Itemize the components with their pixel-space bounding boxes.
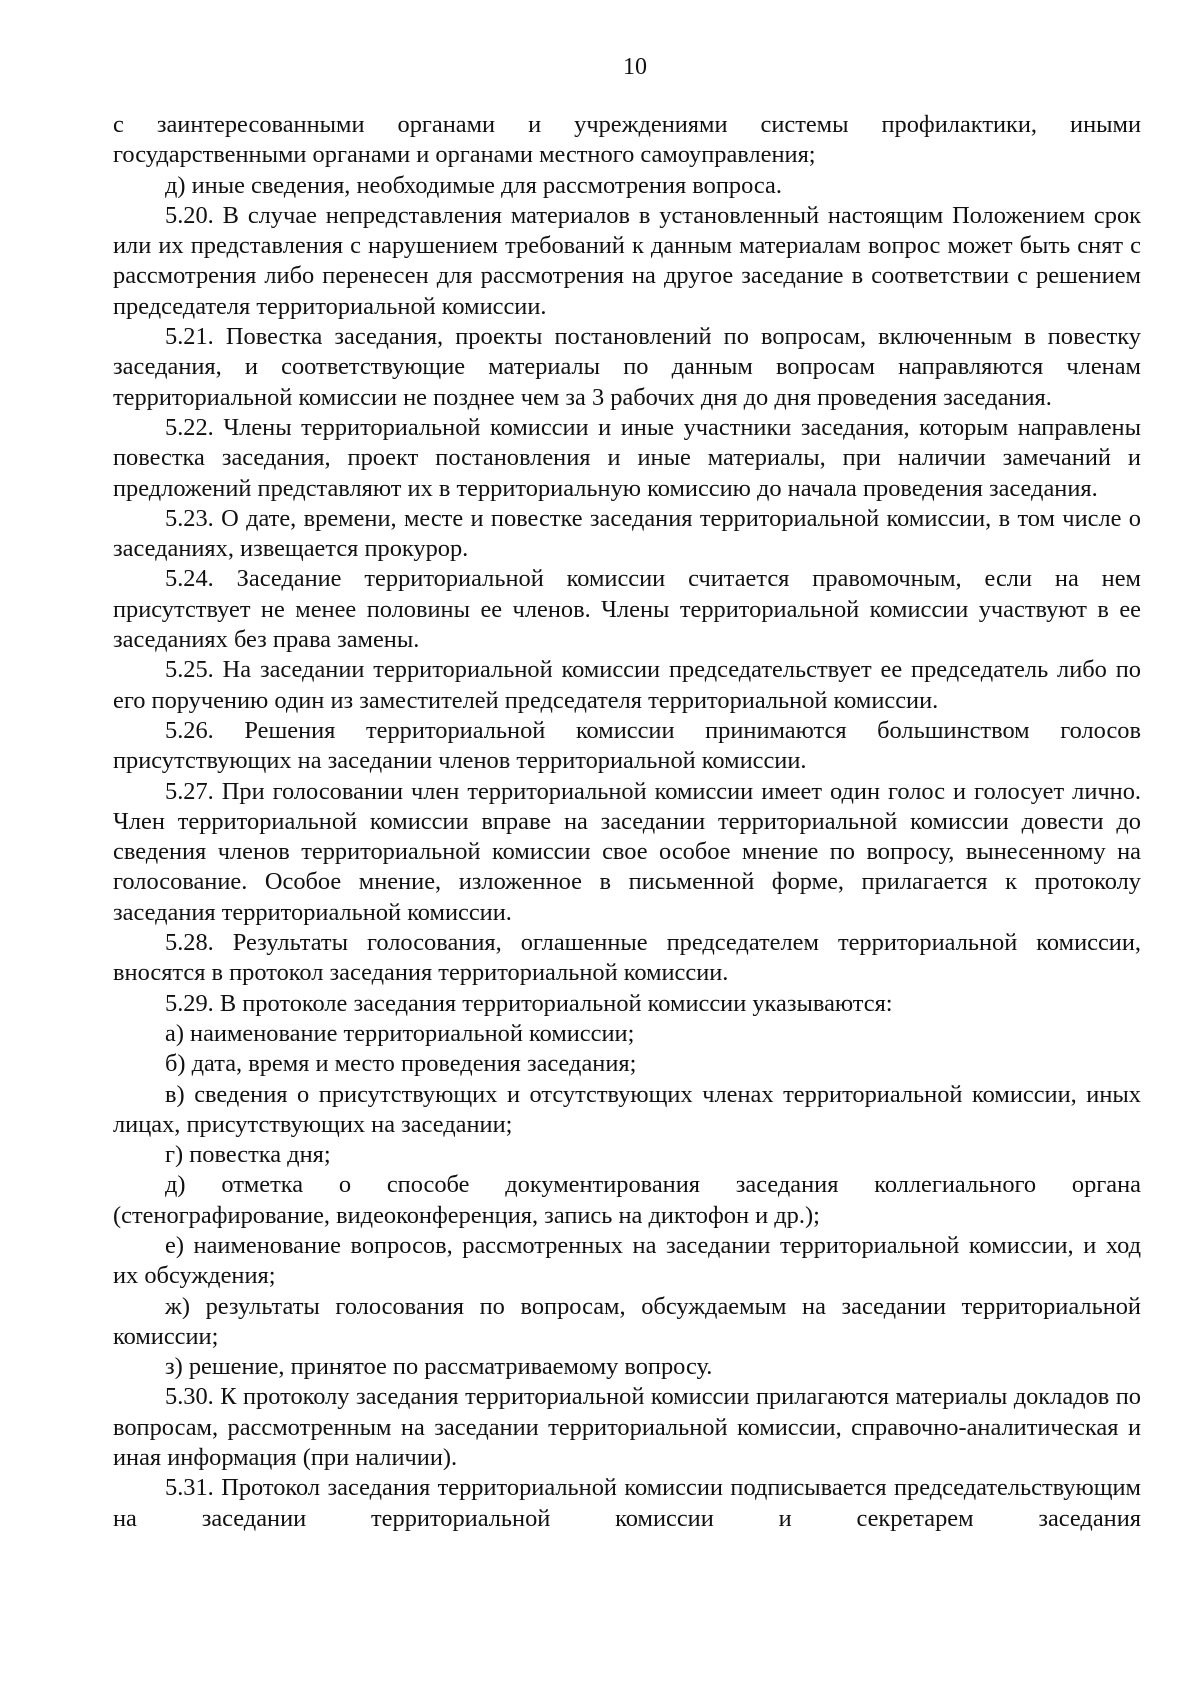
list-item-d: д) отметка о способе документирования заседания коллегиального органа (стенографирование, видеоконференция, запись на диктофон и др.); <box>113 1171 1141 1229</box>
list-item-g: г) повестка дня; <box>165 1141 331 1169</box>
paragraph-5-26: 5.26. Решения территориальной комиссии принимаются большинством голосов присутствующих на заседании членов территориальной комиссии. <box>113 716 1141 775</box>
paragraph-5-29: 5.29. В протоколе заседания территориальной комиссии указываются: <box>165 989 893 1017</box>
list-item-zh: ж) результаты голосования по вопросам, обсуждаемым на заседании территориальной комиссии; <box>113 1292 1141 1350</box>
list-item-a: а) наименование территориальной комиссии; <box>165 1019 635 1047</box>
list-item-z: з) решение, принятое по рассматриваемому вопросу. <box>165 1353 713 1381</box>
paragraph-5-23: 5.23. О дате, времени, месте и повестке заседания территориальной комиссии, в том числе о заседаниях, извещается прокурор. <box>113 504 1141 563</box>
list-item-v: в) сведения о присутствующих и отсутствующих членах территориальной комиссии, иных лицах, присутствующих на заседании; <box>113 1080 1141 1138</box>
paragraph: с заинтересованными органами и учреждениями системы профилактики, иными государственными органами и органами местного самоуправления; <box>113 111 1141 169</box>
document-body <box>113 110 1141 1534</box>
paragraph-5-25: 5.25. На заседании территориальной комиссии председательствует ее председатель либо по его поручению один из заместителей председателя территориальной комиссии. <box>113 656 1141 714</box>
paragraph-5-28: 5.28. Результаты голосования, оглашенные председателем территориальной комиссии, вносятся в протокол заседания территориальной комиссии. <box>113 929 1141 987</box>
list-item-b: б) дата, время и место проведения заседания; <box>165 1050 637 1078</box>
paragraph-5-27: 5.27. При голосовании член территориальной комиссии имеет один голос и голосует лично. Член территориальной комиссии вправе на заседании территориальной комиссии довести до сведения членов территориальной комиссии свое особое мнение по вопросу, вынесенному на голосование. Особое мнение, изложенное в письменной форме, прилагается к протоколу заседания территориальной комиссии. <box>113 777 1141 926</box>
page-number: 10 <box>623 54 647 80</box>
paragraph-5-22: 5.22. Члены территориальной комиссии и иные участники заседания, которым направлены повестка заседания, проект постановления и иные материалы, при наличии замечаний и предложений представляют их в территориальную комиссию до начала проведения заседания. <box>113 413 1141 502</box>
paragraph-5-24: 5.24. Заседание территориальной комиссии считается правомочным, если на нем присутствует не менее половины ее членов. Члены территориальной комиссии участвуют в ее заседаниях без права замены. <box>113 565 1141 654</box>
paragraph-5-30: 5.30. К протоколу заседания территориальной комиссии прилагаются материалы докладов по вопросам, рассмотренным на заседании территориальной комиссии, справочно-аналитическая и иная информация (при наличии). <box>113 1383 1141 1472</box>
paragraph-5-20: 5.20. В случае непредставления материалов в установленный настоящим Положением срок или их представления с нарушением требований к данным материалам вопрос может быть снят с рассмотрения либо перенесен для рассмотрения на другое заседание в соответствии с решением председателя территориальной комиссии. <box>113 201 1141 320</box>
paragraph-5-21: 5.21. Повестка заседания, проекты постановлений по вопросам, включенным в повестку заседания, и соответствующие материалы по данным вопросам направляются членам территориальной комиссии не позднее чем за 3 рабочих дня до дня проведения заседания. <box>113 323 1141 411</box>
paragraph: д) иные сведения, необходимые для рассмотрения вопроса. <box>165 171 782 199</box>
list-item-e: е) наименование вопросов, рассмотренных на заседании территориальной комиссии, и ход их обсуждения; <box>113 1231 1141 1290</box>
paragraph-5-31: 5.31. Протокол заседания территориальной комиссии подписывается председательствующим на заседании территориальной комиссии и секретарем заседания <box>113 1474 1141 1532</box>
